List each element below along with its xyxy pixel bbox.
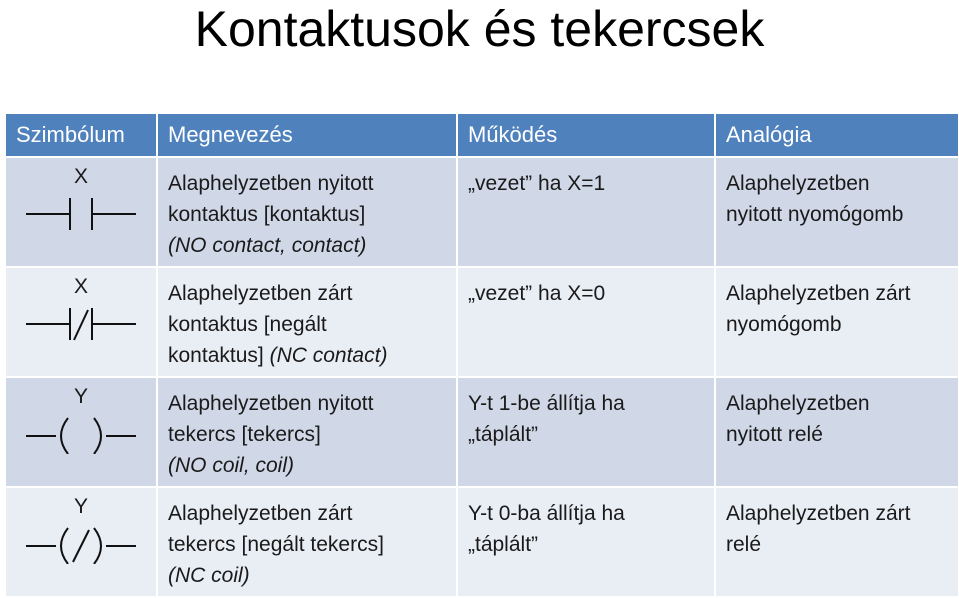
name-line-part: kontaktus] bbox=[168, 344, 264, 367]
nc-coil-icon bbox=[26, 524, 136, 564]
analogy-cell bbox=[716, 158, 958, 266]
analogy-cell bbox=[716, 378, 958, 486]
name-line bbox=[168, 340, 446, 371]
name-cell bbox=[158, 268, 456, 376]
analogy-line: nyitott nyomógomb bbox=[726, 203, 904, 226]
symbol-cell bbox=[6, 488, 156, 596]
header-analogy: Analógia bbox=[716, 114, 958, 156]
operation-cell bbox=[458, 158, 714, 266]
analogy-line: Alaphelyzetben bbox=[726, 392, 870, 415]
operation-line: „vezet” ha X=1 bbox=[468, 172, 606, 195]
header-symbol: Szimbólum bbox=[6, 114, 156, 156]
name-italic: (NC contact) bbox=[269, 344, 388, 367]
table-row bbox=[6, 488, 958, 596]
analogy-line: Alaphelyzetben zárt bbox=[726, 502, 911, 525]
operation-cell bbox=[458, 488, 714, 596]
symbol-cell bbox=[6, 158, 156, 266]
name-line: Alaphelyzetben nyitott bbox=[168, 392, 374, 415]
symbol-label: Y bbox=[73, 495, 88, 518]
symbol-table bbox=[4, 112, 959, 598]
operation-line: „táplált” bbox=[468, 533, 539, 556]
analogy-line: nyomógomb bbox=[726, 313, 842, 336]
header-operation: Működés bbox=[458, 114, 714, 156]
nc-contact-icon bbox=[26, 304, 136, 344]
analogy-line: Alaphelyzetben bbox=[726, 172, 870, 195]
name-line: kontaktus [kontaktus] bbox=[168, 203, 366, 226]
analogy-cell bbox=[716, 488, 958, 596]
name-italic: (NO contact, contact) bbox=[168, 234, 367, 257]
table-row bbox=[6, 378, 958, 486]
operation-cell bbox=[458, 378, 714, 486]
name-italic: (NO coil, coil) bbox=[168, 454, 295, 477]
no-contact-icon bbox=[26, 194, 136, 234]
name-line: tekercs [negált tekercs] bbox=[168, 533, 384, 556]
name-cell bbox=[158, 158, 456, 266]
analogy-line: relé bbox=[726, 533, 762, 556]
table-row bbox=[6, 268, 958, 376]
name-cell bbox=[158, 378, 456, 486]
analogy-cell bbox=[716, 268, 958, 376]
operation-cell bbox=[458, 268, 714, 376]
name-italic: (NC coil) bbox=[168, 564, 250, 587]
operation-line: Y-t 0-ba állítja ha bbox=[468, 502, 625, 525]
name-line: kontaktus [negált bbox=[168, 313, 327, 336]
symbol-label: Y bbox=[73, 385, 88, 408]
operation-line: „táplált” bbox=[468, 423, 539, 446]
page-title: Kontaktusok és tekercsek bbox=[194, 1, 765, 57]
header-row bbox=[6, 114, 958, 156]
name-line: Alaphelyzetben zárt bbox=[168, 502, 353, 525]
symbol-label: X bbox=[73, 275, 88, 298]
name-cell bbox=[158, 488, 456, 596]
name-line: tekercs [tekercs] bbox=[168, 423, 321, 446]
operation-line: Y-t 1-be állítja ha bbox=[468, 392, 625, 415]
table-row bbox=[6, 158, 958, 266]
operation-line: „vezet” ha X=0 bbox=[468, 282, 606, 305]
symbol-label: X bbox=[73, 165, 88, 188]
no-coil-icon bbox=[26, 414, 136, 454]
header-name: Megnevezés bbox=[158, 114, 456, 156]
symbol-cell bbox=[6, 378, 156, 486]
name-line: Alaphelyzetben zárt bbox=[168, 282, 353, 305]
symbol-cell bbox=[6, 268, 156, 376]
analogy-line: Alaphelyzetben zárt bbox=[726, 282, 911, 305]
analogy-line: nyitott relé bbox=[726, 423, 823, 446]
name-line: Alaphelyzetben nyitott bbox=[168, 172, 374, 195]
